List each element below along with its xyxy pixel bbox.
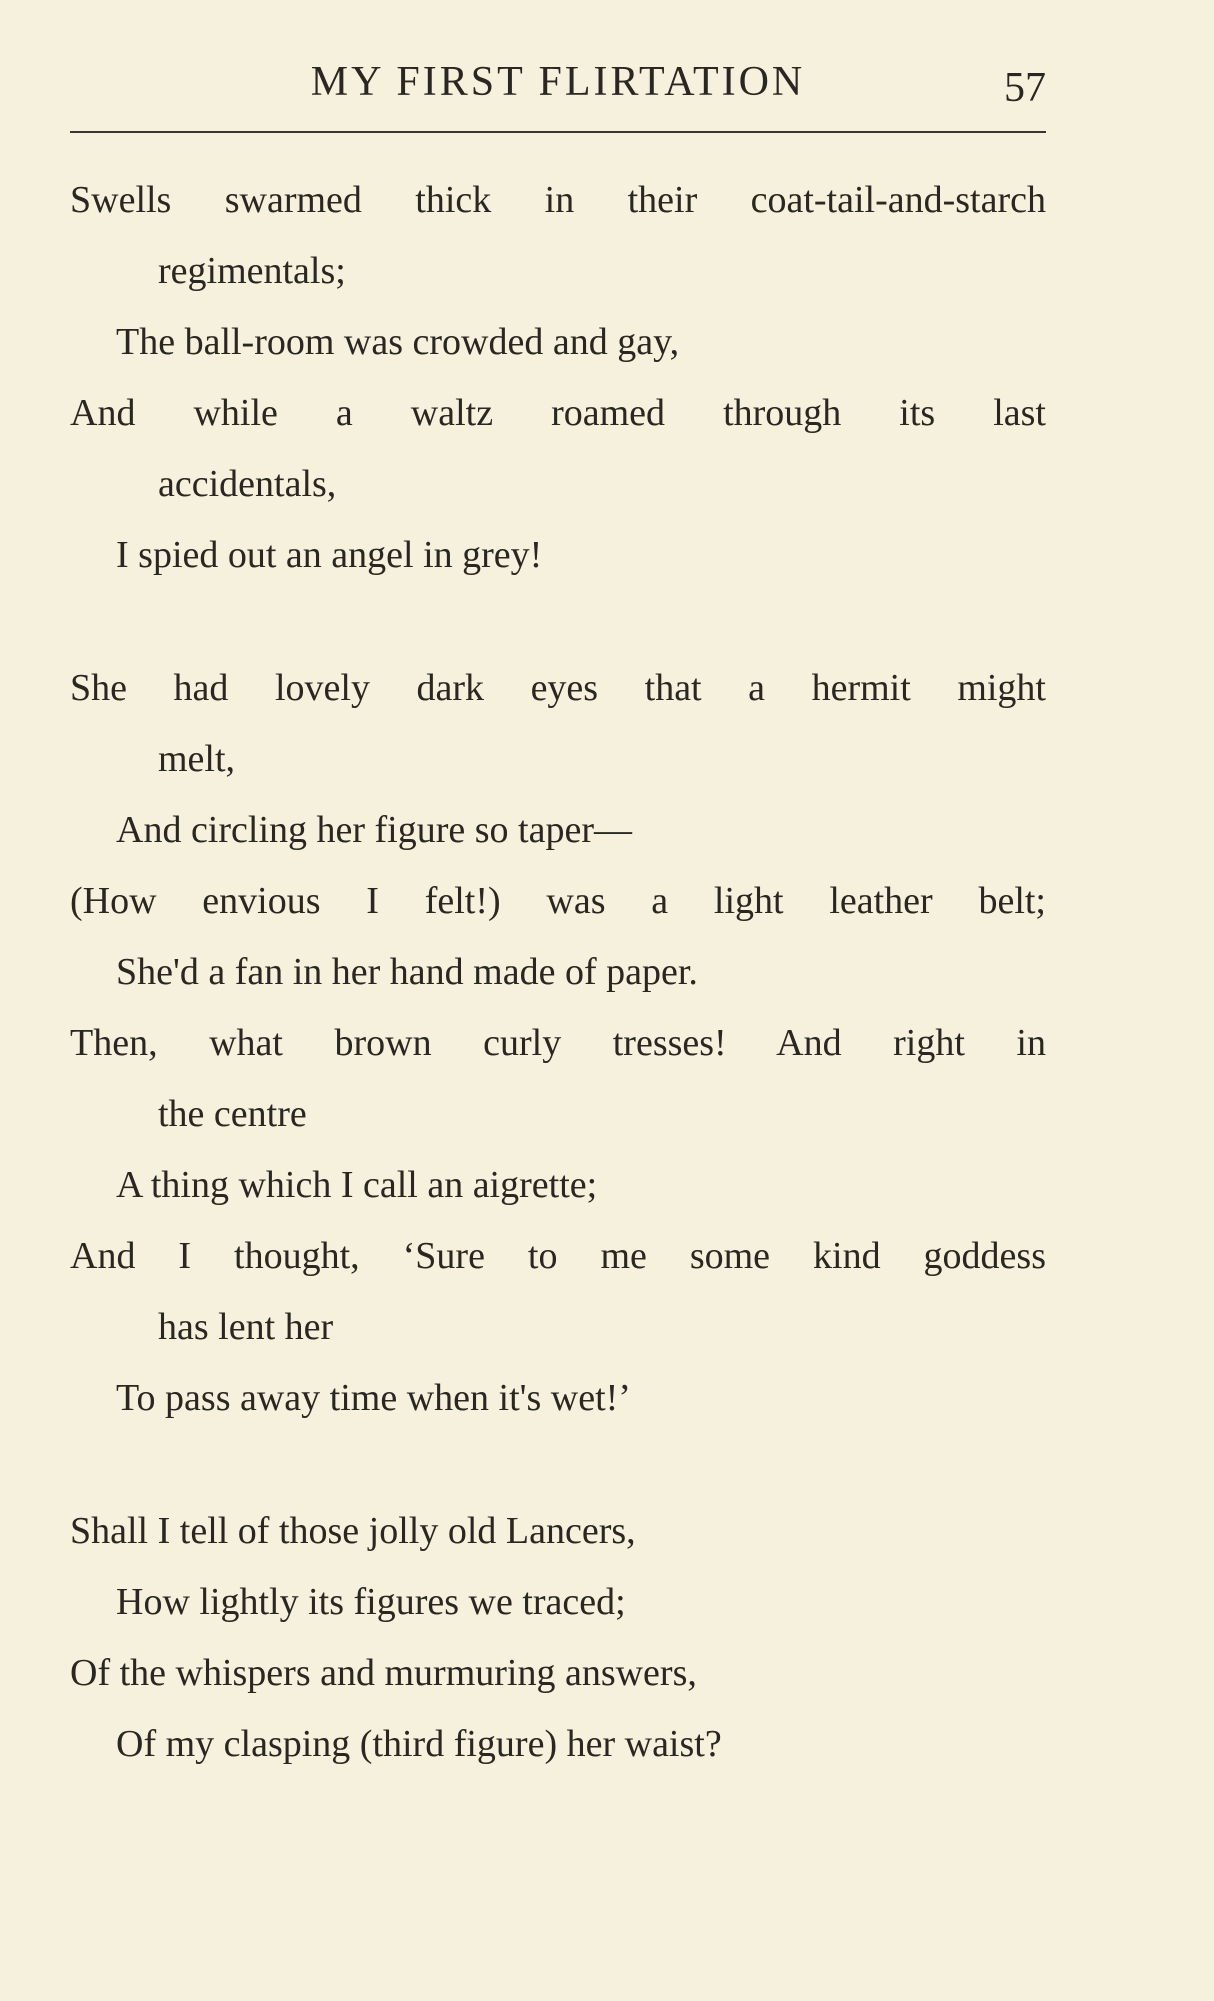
verse-line: Of the whispers and murmuring answers, (70, 1652, 697, 1694)
verse-line: And circling her figure so taper— (116, 809, 632, 851)
verse-line: And while a waltz roamed through its last (70, 392, 1046, 434)
verse-line-turnover: accidentals, (158, 463, 337, 505)
verse-line: Swells swarmed thick in their coat-tail-and-starch (70, 179, 1046, 221)
verse-line: (How envious I felt!) was a light leather belt; (70, 880, 1046, 922)
stanza (70, 653, 1046, 1434)
verse-line: Shall I tell of those jolly old Lancers, (70, 1510, 636, 1552)
page-number: 57 (1004, 65, 1046, 111)
verse-line: How lightly its figures we traced; (116, 1581, 626, 1623)
verse-line: She'd a fan in her hand made of paper. (116, 951, 698, 993)
verse-line-turnover: regimentals; (158, 250, 346, 292)
verse-line: Of my clasping (third figure) her waist? (116, 1723, 722, 1765)
verse-line: To pass away time when it's wet!’ (116, 1377, 631, 1419)
running-title: MY FIRST FLIRTATION (310, 59, 806, 105)
verse-line: I spied out an angel in grey! (116, 534, 543, 576)
verse-line: The ball-room was crowded and gay, (116, 321, 680, 363)
poem-text (70, 165, 1046, 1842)
stanza (70, 165, 1046, 591)
running-head (70, 52, 1046, 112)
verse-line-turnover: melt, (158, 738, 236, 780)
header-rule (70, 131, 1046, 133)
verse-line-turnover: the centre (158, 1093, 307, 1135)
verse-line: Then, what brown curly tresses! And right in (70, 1022, 1046, 1064)
verse-line: A thing which I call an aigrette; (116, 1164, 598, 1206)
verse-line: And I thought, ‘Sure to me some kind goddess (70, 1235, 1046, 1277)
verse-line-turnover: has lent her (158, 1306, 334, 1348)
verse-line: She had lovely dark eyes that a hermit might (70, 667, 1046, 709)
stanza (70, 1496, 1046, 1780)
